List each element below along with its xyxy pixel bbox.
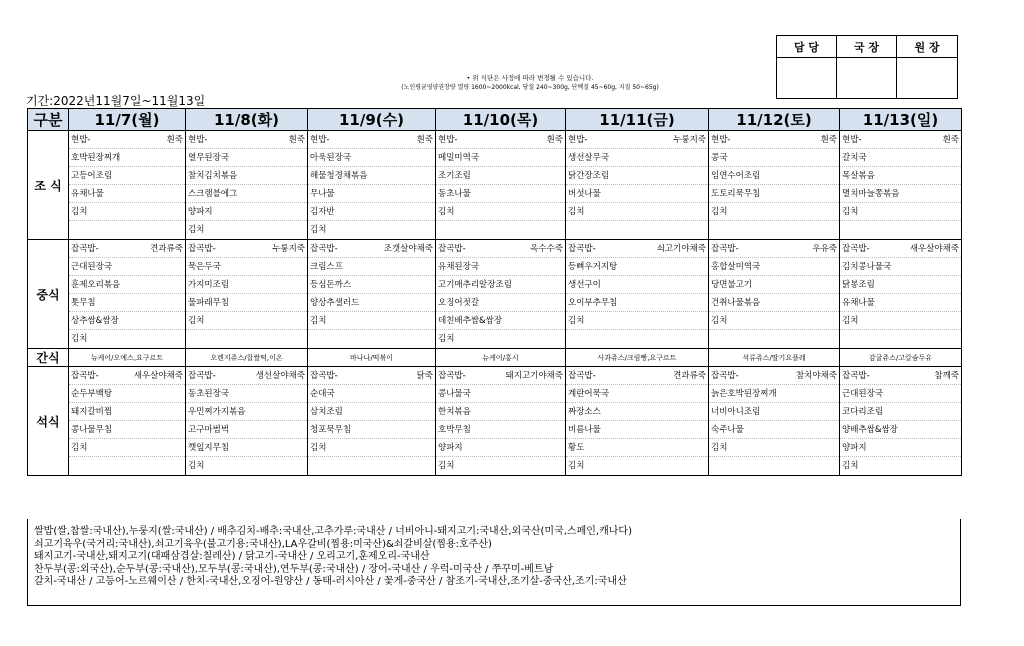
rice-porridge-line xyxy=(709,367,839,385)
menu-item: 생선살무국 xyxy=(566,149,708,167)
day-header: 11/11(금) xyxy=(566,109,709,131)
rice-type: 잡곡밥- xyxy=(71,244,99,254)
rice-porridge-line xyxy=(308,240,435,258)
menu-item: 닭간장조림 xyxy=(566,167,708,185)
menu-item: 한치볶음 xyxy=(436,403,565,421)
menu-item: 호박된장찌개 xyxy=(69,149,185,167)
menu-cell xyxy=(308,367,436,476)
menu-item: 유채된장국 xyxy=(436,258,565,276)
menu-items xyxy=(69,367,185,475)
snack-cell: 바나나/떡볶이 xyxy=(308,349,436,367)
rice-porridge-line xyxy=(436,367,565,385)
porridge-type: 흰죽 xyxy=(942,135,959,145)
porridge-type: 새우살야채죽 xyxy=(909,244,959,254)
menu-item: 조기조림 xyxy=(436,167,565,185)
rice-porridge-line xyxy=(186,131,307,149)
menu-item: 무나물 xyxy=(308,185,435,203)
menu-item xyxy=(566,221,708,239)
menu-item: 너비아니조림 xyxy=(709,403,839,421)
approval-sign-director xyxy=(837,58,897,99)
meal-label-breakfast: 조 식 xyxy=(28,131,69,240)
nutrition-note: (노인평균영양권장량 열량 1600~2000kcal, 당질 240~300g, 단백질 45~60g, 지질 50~65g) xyxy=(401,84,659,91)
day-header: 11/12(토) xyxy=(709,109,840,131)
rice-porridge-line xyxy=(840,131,961,149)
porridge-type: 누룽지죽 xyxy=(272,244,305,254)
porridge-type: 쇠고기야채죽 xyxy=(656,244,706,254)
menu-item: 김치 xyxy=(69,439,185,457)
menu-item: 물파래무침 xyxy=(186,294,307,312)
menu-item: 생선구이 xyxy=(566,276,708,294)
porridge-type: 흰죽 xyxy=(546,135,563,145)
menu-item: 임연수어조림 xyxy=(709,167,839,185)
menu-item: 김치 xyxy=(709,312,839,330)
rice-porridge-line xyxy=(566,240,708,258)
snack-cell: 오렌지쥬스/찹쌀떡,이온 xyxy=(186,349,308,367)
rice-porridge-line xyxy=(69,240,185,258)
rice-porridge-line xyxy=(69,131,185,149)
menu-items xyxy=(709,367,839,475)
porridge-type: 흰죽 xyxy=(166,135,183,145)
menu-items xyxy=(69,131,185,239)
menu-item: 오징어젓갈 xyxy=(436,294,565,312)
menu-item: 도토리묵무침 xyxy=(709,185,839,203)
menu-item xyxy=(308,330,435,348)
menu-item: 돼지갈비찜 xyxy=(69,403,185,421)
menu-cell xyxy=(840,367,962,476)
menu-item: 코다리조림 xyxy=(840,403,961,421)
menu-item: 청포묵무침 xyxy=(308,421,435,439)
menu-item xyxy=(840,330,961,348)
menu-items xyxy=(69,240,185,348)
menu-item: 짜장소스 xyxy=(566,403,708,421)
day-header: 11/13(일) xyxy=(840,109,962,131)
menu-item: 당면불고기 xyxy=(709,276,839,294)
menu-item: 양파지 xyxy=(186,203,307,221)
menu-item: 김치 xyxy=(308,312,435,330)
menu-item: 콩나물국 xyxy=(436,385,565,403)
menu-cell xyxy=(840,240,962,349)
menu-cell xyxy=(709,240,840,349)
menu-item: 근대된장국 xyxy=(840,385,961,403)
rice-porridge-line xyxy=(436,131,565,149)
menu-items xyxy=(436,240,565,348)
menu-item: 오이부추무침 xyxy=(566,294,708,312)
menu-item: 김치 xyxy=(188,461,205,471)
meal-label-lunch: 중식 xyxy=(28,240,69,349)
menu-items xyxy=(840,367,961,475)
menu-item: 숙주나물 xyxy=(709,421,839,439)
menu-item xyxy=(308,457,435,475)
menu-cell xyxy=(566,131,709,240)
menu-item: 김치 xyxy=(438,334,455,344)
menu-item: 순두부백탕 xyxy=(69,385,185,403)
menu-item: 황도 xyxy=(566,439,708,457)
rice-porridge-line xyxy=(436,240,565,258)
snack-cell: 사과쥬스/크림빵,요구르트 xyxy=(566,349,709,367)
porridge-type: 견과류죽 xyxy=(673,371,706,381)
weekly-menu-table xyxy=(27,108,962,476)
menu-item: 김치 xyxy=(438,461,455,471)
menu-item: 순대국 xyxy=(308,385,435,403)
porridge-type: 참치야채죽 xyxy=(795,371,837,381)
day-header: 11/10(목) xyxy=(436,109,566,131)
menu-item: 열무된장국 xyxy=(186,149,307,167)
rice-type: 잡곡밥- xyxy=(71,371,99,381)
lunch-row xyxy=(28,240,962,349)
rice-porridge-line xyxy=(566,131,708,149)
menu-period: 기간:2022년11월7일~11월13일 xyxy=(26,94,206,108)
menu-cell xyxy=(436,367,566,476)
origin-line: 갈치-국내산 / 고등어-노르웨이산 / 한치-국내산,오징어-원양산 / 동태-러시아산 / 꽃게-중국산 / 참조기-국내산,조기살-중국산,조기:국내산 xyxy=(34,576,627,587)
origin-info xyxy=(27,519,961,606)
meal-label-snack: 간식 xyxy=(28,349,69,367)
menu-item: 김치 xyxy=(566,203,708,221)
menu-cell xyxy=(69,240,186,349)
menu-item: 김치 xyxy=(709,203,839,221)
menu-items xyxy=(186,367,307,475)
menu-item: 동초나물 xyxy=(436,185,565,203)
menu-item: 늙은호박된장찌개 xyxy=(709,385,839,403)
rice-type: 잡곡밥- xyxy=(438,371,466,381)
menu-item: 김치 xyxy=(308,439,435,457)
porridge-type: 흰죽 xyxy=(820,135,837,145)
menu-item: 양상추샐러드 xyxy=(308,294,435,312)
menu-cell xyxy=(186,367,308,476)
menu-item: 김치 xyxy=(69,203,185,221)
menu-item: 김치 xyxy=(71,334,88,344)
menu-item: 김치 xyxy=(310,225,327,235)
menu-item xyxy=(186,330,307,348)
menu-item: 김자반 xyxy=(308,203,435,221)
menu-cell xyxy=(186,131,308,240)
menu-item: 양파지 xyxy=(436,439,565,457)
origin-line: 찬두부(콩:외국산),순두부(콩:국내산),모두부(콩:국내산),연두부(콩:국내산) / 장어-국내산 / 우럭-미국산 / 쭈꾸미-베트남 xyxy=(34,563,554,575)
notice-text: • 위 식단은 사정에 따라 변경될 수 있습니다. xyxy=(466,74,594,82)
approval-label-head: 원 장 xyxy=(897,36,958,58)
day-header: 11/9(수) xyxy=(308,109,436,131)
menu-item: 멸치마늘쫑볶음 xyxy=(840,185,961,203)
porridge-type: 닭죽 xyxy=(416,371,433,381)
menu-item: 고구마범벅 xyxy=(186,421,307,439)
snack-row xyxy=(28,349,962,367)
menu-item: 계란어묵국 xyxy=(566,385,708,403)
day-header: 11/8(화) xyxy=(186,109,308,131)
menu-items xyxy=(709,131,839,239)
menu-cell xyxy=(436,240,566,349)
menu-items xyxy=(186,240,307,348)
menu-cell xyxy=(436,131,566,240)
header-row xyxy=(28,109,962,131)
menu-item xyxy=(566,330,708,348)
rice-type: 현밥- xyxy=(188,135,208,145)
menu-item xyxy=(436,221,565,239)
menu-item: 깻잎지무침 xyxy=(186,439,307,457)
menu-cell xyxy=(709,131,840,240)
menu-item: 유채나물 xyxy=(840,294,961,312)
origin-line: 쇠고기육우(국거리:국내산),쇠고기육우(불고기용:국내산),LA우갈비(찜용:미국산)&쇠갈비살(찜용:호주산) xyxy=(34,538,492,550)
menu-item xyxy=(709,221,839,239)
menu-item: 등심돈까스 xyxy=(308,276,435,294)
menu-item xyxy=(69,457,185,475)
dinner-row xyxy=(28,367,962,476)
porridge-type: 생선살야채죽 xyxy=(255,371,305,381)
menu-cell xyxy=(308,131,436,240)
menu-item: 묵은두국 xyxy=(186,258,307,276)
menu-item: 근대된장국 xyxy=(69,258,185,276)
menu-cell xyxy=(69,367,186,476)
rice-type: 잡곡밥- xyxy=(568,371,596,381)
menu-item: 김치 xyxy=(842,461,859,471)
approval-sign-manager xyxy=(777,58,837,99)
rice-porridge-line xyxy=(308,367,435,385)
menu-cell xyxy=(840,131,962,240)
menu-item: 비름나물 xyxy=(566,421,708,439)
breakfast-row xyxy=(28,131,962,240)
snack-cell: 석류쥬스/딸기요플레 xyxy=(709,349,840,367)
rice-type: 잡곡밥- xyxy=(711,371,739,381)
porridge-type: 흰죽 xyxy=(288,135,305,145)
menu-item: 톳무침 xyxy=(69,294,185,312)
snack-cell: 뉴케어/오예스,요구르트 xyxy=(69,349,186,367)
rice-type: 현밥- xyxy=(310,135,330,145)
menu-item: 해물청경채볶음 xyxy=(308,167,435,185)
menu-item: 양파지 xyxy=(840,439,961,457)
menu-items xyxy=(186,131,307,239)
menu-item: 호박무침 xyxy=(436,421,565,439)
menu-item: 양배추쌈&쌈장 xyxy=(840,421,961,439)
approval-sign-head xyxy=(897,58,958,99)
rice-type: 잡곡밥- xyxy=(188,371,216,381)
rice-type: 잡곡밥- xyxy=(711,244,739,254)
menu-item: 버섯나물 xyxy=(566,185,708,203)
rice-type: 현밥- xyxy=(711,135,731,145)
menu-item xyxy=(840,221,961,239)
menu-item: 김치 xyxy=(186,312,307,330)
rice-type: 현밥- xyxy=(438,135,458,145)
menu-item: 상추쌈&쌈장 xyxy=(69,312,185,330)
menu-item: 아욱된장국 xyxy=(308,149,435,167)
menu-cell xyxy=(709,367,840,476)
menu-item: 참치김치볶음 xyxy=(186,167,307,185)
porridge-type: 흰죽 xyxy=(416,135,433,145)
menu-item: 목살볶음 xyxy=(840,167,961,185)
origin-line: 돼지고기-국내산,돼지고기(대패삼겹살:칠레산) / 닭고기-국내산 / 오리고기,훈제오리-국내산 xyxy=(34,551,430,562)
menu-item: 김치 xyxy=(840,312,961,330)
menu-item: 콩국 xyxy=(709,149,839,167)
day-header: 11/7(월) xyxy=(69,109,186,131)
porridge-type: 견과류죽 xyxy=(150,244,183,254)
menu-item: 갈치국 xyxy=(840,149,961,167)
rice-porridge-line xyxy=(566,367,708,385)
origin-line: 쌀밥(쌀,찹쌀:국내산),누룽지(쌀:국내산) / 배추김치-배추:국내산,고추가루:국내산 / 너비아니-돼지고기:국내산,외국산(미국,스페인,캐나다) xyxy=(34,526,632,537)
meal-label-dinner: 석식 xyxy=(28,367,69,476)
porridge-type: 우유죽 xyxy=(812,244,837,254)
menu-cell xyxy=(566,367,709,476)
snack-cell: 감귤쥬스/고칼슘두유 xyxy=(840,349,962,367)
menu-item: 우민찌가지볶음 xyxy=(186,403,307,421)
menu-item: 김치 xyxy=(566,312,708,330)
menu-item: 훈제오리볶음 xyxy=(69,276,185,294)
menu-items xyxy=(308,240,435,348)
menu-item: 김치 xyxy=(568,461,585,471)
menu-item: 건취나물볶음 xyxy=(709,294,839,312)
rice-type: 현밥- xyxy=(842,135,862,145)
menu-item: 크림스프 xyxy=(308,258,435,276)
rice-type: 현밥- xyxy=(71,135,91,145)
rice-type: 잡곡밥- xyxy=(438,244,466,254)
menu-item: 고기매추리알장조림 xyxy=(436,276,565,294)
menu-item: 삼치조림 xyxy=(308,403,435,421)
porridge-type: 조갯살야채죽 xyxy=(383,244,433,254)
menu-item: 김치 xyxy=(188,225,205,235)
menu-item: 데친배추쌈&쌈장 xyxy=(436,312,565,330)
rice-type: 현밥- xyxy=(568,135,588,145)
menu-items xyxy=(308,131,435,239)
menu-items xyxy=(840,240,961,348)
snack-cell: 뉴케어/홍시 xyxy=(436,349,566,367)
menu-item: 김치 xyxy=(709,439,839,457)
menu-items xyxy=(709,240,839,348)
menu-cell xyxy=(566,240,709,349)
header-corner: 구분 xyxy=(28,109,69,131)
menu-item: 동초된장국 xyxy=(186,385,307,403)
menu-item: 닭봉조림 xyxy=(840,276,961,294)
rice-type: 잡곡밥- xyxy=(842,371,870,381)
menu-cell xyxy=(308,240,436,349)
menu-item: 김치 xyxy=(436,203,565,221)
menu-items xyxy=(566,240,708,348)
menu-item: 가지미조림 xyxy=(186,276,307,294)
approval-label-director: 국 장 xyxy=(837,36,897,58)
rice-porridge-line xyxy=(186,367,307,385)
menu-item: 김치콩나물국 xyxy=(840,258,961,276)
menu-item xyxy=(709,457,839,475)
menu-items xyxy=(566,131,708,239)
porridge-type: 새우살야채죽 xyxy=(133,371,183,381)
menu-items xyxy=(436,131,565,239)
menu-items xyxy=(436,367,565,475)
porridge-type: 참깨죽 xyxy=(934,371,959,381)
menu-item: 콩나물무침 xyxy=(69,421,185,439)
rice-porridge-line xyxy=(69,367,185,385)
rice-type: 잡곡밥- xyxy=(310,244,338,254)
menu-item: 메밀미역국 xyxy=(436,149,565,167)
approval-label-manager: 담 당 xyxy=(777,36,837,58)
rice-porridge-line xyxy=(308,131,435,149)
approval-box xyxy=(776,35,958,99)
menu-cell xyxy=(186,240,308,349)
rice-type: 잡곡밥- xyxy=(568,244,596,254)
menu-item xyxy=(69,221,185,239)
menu-item: 유채나물 xyxy=(69,185,185,203)
menu-item: 홍합살미역국 xyxy=(709,258,839,276)
rice-type: 잡곡밥- xyxy=(188,244,216,254)
rice-porridge-line xyxy=(709,240,839,258)
porridge-type: 돼지고기야채죽 xyxy=(505,371,563,381)
porridge-type: 옥수수죽 xyxy=(530,244,563,254)
rice-type: 잡곡밥- xyxy=(842,244,870,254)
menu-item xyxy=(709,330,839,348)
menu-items xyxy=(308,367,435,475)
menu-items xyxy=(840,131,961,239)
menu-item: 고등어조림 xyxy=(69,167,185,185)
rice-porridge-line xyxy=(840,367,961,385)
menu-item: 김치 xyxy=(840,203,961,221)
rice-porridge-line xyxy=(186,240,307,258)
menu-item: 스크램블에그 xyxy=(186,185,307,203)
menu-cell xyxy=(69,131,186,240)
rice-type: 잡곡밥- xyxy=(310,371,338,381)
menu-items xyxy=(566,367,708,475)
menu-item: 등뼈우거지탕 xyxy=(566,258,708,276)
rice-porridge-line xyxy=(840,240,961,258)
rice-porridge-line xyxy=(709,131,839,149)
porridge-type: 누룽지죽 xyxy=(673,135,706,145)
